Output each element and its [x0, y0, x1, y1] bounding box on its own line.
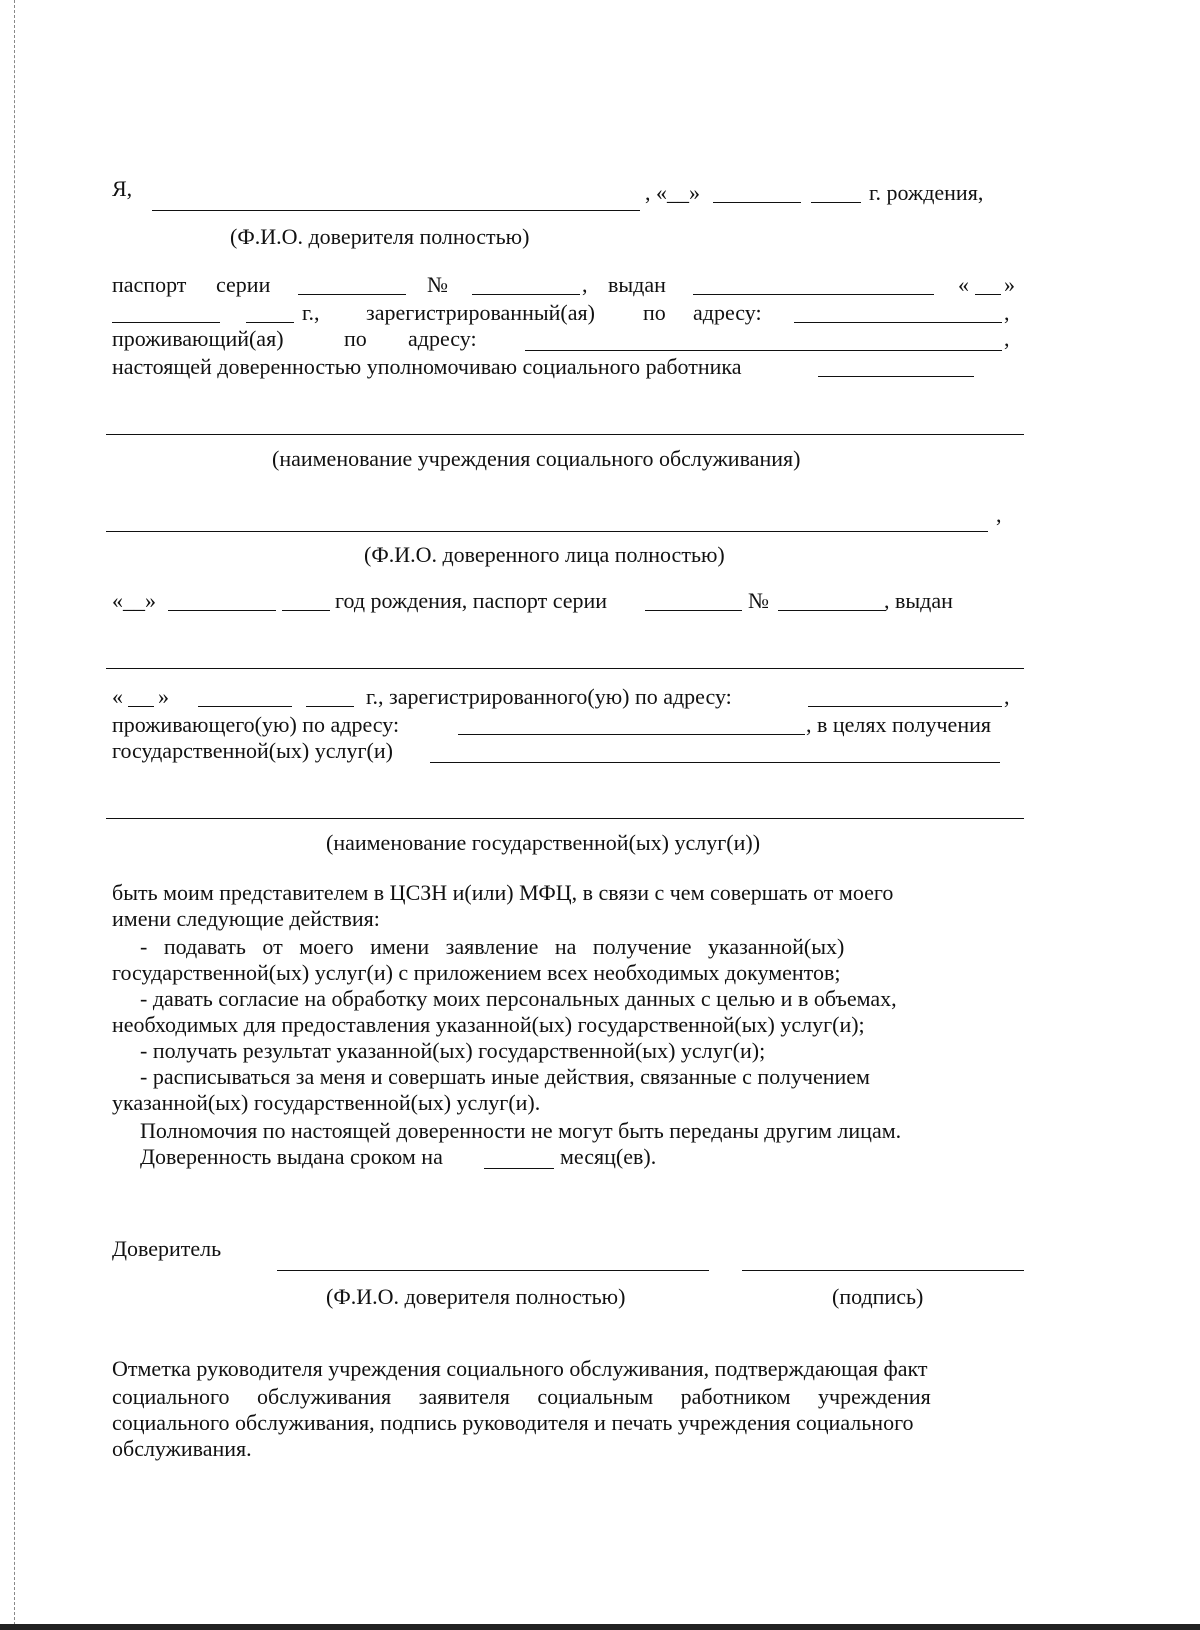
text-address: адресу:	[408, 326, 477, 351]
text-issued: , выдан	[884, 588, 953, 613]
note-line-4: обслуживания.	[112, 1436, 252, 1461]
services-name-field[interactable]	[106, 818, 1024, 819]
bullet-4-line-2: указанной(ых) государственной(ых) услуг(и).	[112, 1090, 541, 1115]
text-residing: проживающий(ая)	[112, 326, 284, 351]
text-g: г.,	[302, 300, 320, 325]
principal-birth-month-field[interactable]	[713, 202, 801, 203]
trustee-registration-address-field[interactable]	[808, 706, 1002, 707]
text-comma: ,	[996, 502, 1002, 527]
paragraph-text: быть моим представителем в ЦСЗН и(или) МФЦ, в связи с чем совершать от моего	[112, 880, 894, 905]
paragraph-authority: Полномочия по настоящей доверенности не могут быть переданы другим лицам.	[140, 1118, 902, 1143]
trustee-passport-number-field[interactable]	[778, 610, 886, 611]
principal-birth-year-field[interactable]	[811, 202, 861, 203]
text-po: по	[643, 300, 666, 325]
trustee-passport-issue-month-field[interactable]	[198, 706, 292, 707]
bullet-3: - получать результат указанной(ых) государственной(ых) услуг(и);	[140, 1038, 766, 1063]
text-passport: паспорт	[112, 272, 187, 297]
text-po: по	[344, 326, 367, 351]
bullet-4-line-1: - расписываться за меня и совершать иные действия, связанные с получением	[140, 1064, 870, 1089]
text-quote-close: »	[1004, 272, 1015, 297]
institution-name-field[interactable]	[106, 434, 1024, 435]
text-comma: ,	[1004, 326, 1010, 351]
bullet-1-line-2: государственной(ых) услуг(и) с приложением всех необходимых документов;	[112, 960, 841, 985]
text-number-sign: №	[748, 588, 769, 613]
signature-field[interactable]	[742, 1270, 1024, 1271]
scan-margin-line	[14, 0, 15, 1630]
text-services: государственной(ых) услуг(и)	[112, 738, 393, 763]
note-text: социального обслуживания заявителя социальным работником учреждения	[112, 1384, 931, 1409]
text-address: адресу:	[693, 300, 762, 325]
trustee-passport-series-field[interactable]	[645, 610, 742, 611]
principal-residence-address-field[interactable]	[525, 350, 1002, 351]
passport-issue-year-field[interactable]	[246, 322, 294, 323]
caption-signature-name: (Ф.И.О. доверителя полностью)	[326, 1284, 626, 1309]
term-months-field[interactable]	[484, 1168, 554, 1169]
caption-institution: (наименование учреждения социального обслуживания)	[272, 446, 801, 471]
body-line-1	[112, 880, 1018, 906]
trustee-birth-year-field[interactable]	[282, 610, 330, 611]
text-dob-suffix: г. рождения,	[869, 180, 984, 205]
note-line-1: Отметка руководителя учреждения социального обслуживания, подтверждающая факт	[112, 1356, 928, 1381]
passport-number-field[interactable]	[472, 294, 580, 295]
principal-name-field[interactable]	[152, 210, 640, 211]
signature-name-field[interactable]	[277, 1270, 709, 1271]
text-dob-prefix: , «__»	[645, 180, 700, 205]
text-series: серии	[216, 272, 271, 297]
note-line-2	[112, 1384, 1018, 1410]
scan-bottom-edge	[0, 1624, 1200, 1630]
passport-issued-by-field[interactable]	[693, 294, 934, 295]
bullet-1-line-1: - подавать от моего имени заявление на получение указанной(ых)	[140, 934, 845, 959]
text-trustee-dob-prefix: «__»	[112, 588, 156, 613]
signature-label: Доверитель	[112, 1236, 222, 1261]
caption-signature: (подпись)	[832, 1284, 924, 1309]
text-authorize: настоящей доверенностью уполномочиваю социального работника	[112, 354, 742, 379]
trustee-passport-issued-by-field[interactable]	[106, 668, 1024, 669]
text-quote-open: «	[958, 272, 969, 297]
social-worker-field[interactable]	[818, 376, 974, 377]
text-number-sign: №	[427, 272, 448, 297]
passport-issue-day-field[interactable]	[975, 294, 1001, 295]
principal-registration-address-field[interactable]	[794, 322, 1002, 323]
text-registered: зарегистрированный(ая)	[366, 300, 595, 325]
text-comma: ,	[1004, 684, 1010, 709]
trustee-passport-issue-year-field[interactable]	[306, 706, 354, 707]
text-quote-close: »	[158, 684, 169, 709]
caption-trustee-name: (Ф.И.О. доверенного лица полностью)	[364, 542, 725, 567]
text-trustee-registered: г., зарегистрированного(ую) по адресу:	[366, 684, 732, 709]
text-trustee-dob-suffix: год рождения, паспорт серии	[335, 588, 608, 613]
text-purpose: , в целях получения	[806, 712, 991, 737]
text-quote-open: «	[112, 684, 123, 709]
bullet-2-line-1: - давать согласие на обработку моих персональных данных с целью и в объемах,	[140, 986, 897, 1011]
passport-series-field[interactable]	[298, 294, 406, 295]
caption-principal-name: (Ф.И.О. доверителя полностью)	[230, 224, 530, 249]
text-trustee-residing: проживающего(ую) по адресу:	[112, 712, 400, 737]
text-issued: выдан	[608, 272, 666, 297]
body-line-2: имени следующие действия:	[112, 906, 380, 931]
paragraph-term-suffix: месяц(ев).	[560, 1144, 657, 1169]
trustee-birth-month-field[interactable]	[168, 610, 276, 611]
trustee-residence-address-field[interactable]	[458, 734, 805, 735]
text-comma: ,	[1004, 300, 1010, 325]
text-ya: Я,	[112, 176, 133, 201]
services-field[interactable]	[430, 762, 1000, 763]
text-comma: ,	[582, 272, 588, 297]
bullet-2-line-2: необходимых для предоставления указанной(ых) государственной(ых) услуг(и);	[112, 1012, 865, 1037]
trustee-passport-issue-day-field[interactable]	[128, 706, 154, 707]
note-line-3: социального обслуживания, подпись руководителя и печать учреждения социального	[112, 1410, 914, 1435]
paragraph-term-prefix: Доверенность выдана сроком на	[140, 1144, 443, 1169]
passport-issue-month-field[interactable]	[112, 322, 220, 323]
trustee-name-field[interactable]	[106, 531, 988, 532]
caption-services: (наименование государственной(ых) услуг(и))	[326, 830, 761, 855]
